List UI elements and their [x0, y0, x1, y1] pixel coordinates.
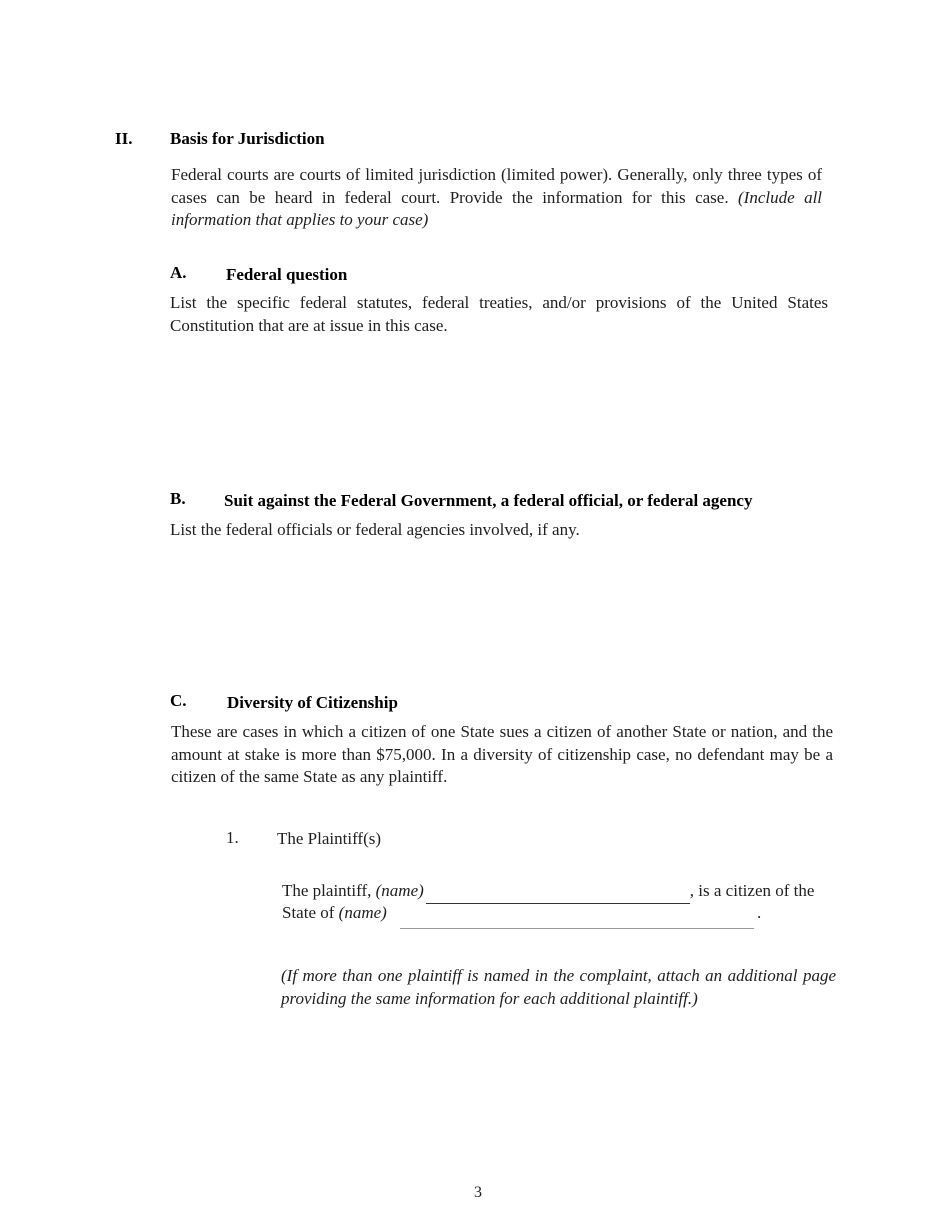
page-number: 3: [474, 1184, 482, 1201]
plaintiff-line1-prefix: The plaintiff,: [282, 881, 376, 900]
plaintiff-state-field[interactable]: [400, 927, 754, 929]
subsection-b-body: List the federal officials or federal agencies involved, if any.: [170, 520, 580, 539]
subsection-b-title: Suit against the Federal Government, a federal official, or federal agency: [224, 491, 753, 510]
plaintiff-state-line: [282, 902, 852, 925]
subsection-a-letter: A.: [170, 263, 187, 282]
plaintiff-line2-prefix: State of: [282, 903, 339, 922]
item-1-number: 1.: [226, 828, 239, 847]
plaintiff-state-hint: (name): [338, 903, 387, 922]
section-title: Basis for Jurisdiction: [170, 129, 325, 148]
plaintiff-name-line: [282, 880, 852, 904]
subsection-c-title: Diversity of Citizenship: [227, 693, 398, 712]
plaintiff-line1-suffix: , is a citizen of the: [689, 881, 815, 900]
plaintiff-name-hint: (name): [375, 881, 424, 900]
subsection-a-title: Federal question: [226, 265, 348, 284]
section-intro-text: Federal courts are courts of limited jurisdiction (limited power). Generally, only three types of cases can be heard in federal court. Provide the information for this case.: [171, 165, 822, 207]
section-intro-note: (Include all information that applies to your case): [171, 187, 823, 229]
subsection-b-letter: B.: [170, 489, 186, 508]
plaintiff-name-field[interactable]: [426, 880, 690, 904]
section-number: II.: [115, 129, 133, 148]
plaintiff-line2-suffix: .: [757, 903, 762, 922]
subsection-c-letter: C.: [170, 691, 187, 710]
additional-plaintiff-note: (If more than one plaintiff is named in the complaint, attach an additional page providing the same information for each additional plaintiff.): [281, 966, 836, 1008]
subsection-a-body: List the specific federal statutes, federal treaties, and/or provisions of the United States Constitution that are at issue in this case.: [170, 293, 828, 335]
item-1-title: The Plaintiff(s): [277, 829, 382, 848]
subsection-c-body: These are cases in which a citizen of one State sues a citizen of another State or nation, and the amount at stake is more than $75,000. In a diversity of citizenship case, no defendant may be a citizen of the same State as any plaintiff.: [171, 722, 833, 786]
section-intro: [171, 164, 822, 232]
